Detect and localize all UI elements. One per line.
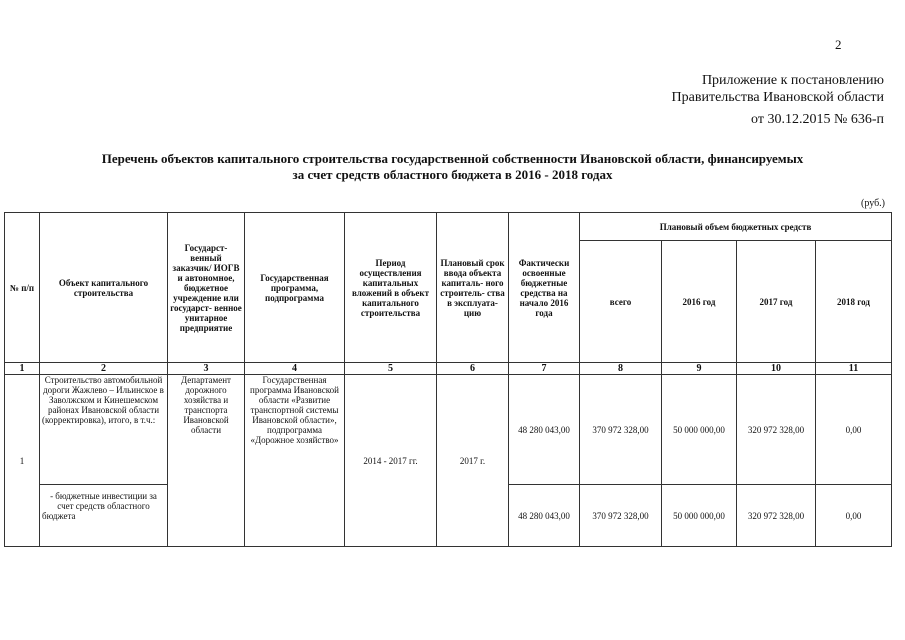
funds-2018: 0,00 [816,375,892,485]
object-subitem: - бюджетные инвестиции за счет средств областного бюджета [40,485,168,547]
funds-2016: 50 000 000,00 [662,485,737,547]
col-number: 7 [509,363,580,375]
appendix-note [672,72,884,106]
appendix-line-2: Правительства Ивановской области [671,90,884,105]
header-object: Объект капитального строительства [40,213,168,363]
total-funds: 370 972 328,00 [580,485,662,547]
col-number: 10 [737,363,816,375]
page-number: 2 [835,37,842,52]
header-num: № п/п [5,213,40,363]
header-period: Период осуществления капитальных вложений в объект капитального строительства [345,213,437,363]
object-name: Строительство автомобильной дороги Жажлево – Ильинское в Заволжском и Кинешемском районах Ивановской области (корректировка), итого, в т.ч.: [40,375,168,485]
header-program: Государственная программа, подпрограмма [245,213,345,363]
funds-2018: 0,00 [816,485,892,547]
header-total: всего [580,241,662,363]
program-name: Государственная программа Ивановской области «Развитие транспортной системы Ивановской области», подпрограмма «Дорожное хозяйство» [245,375,345,547]
actual-funds: 48 280 043,00 [509,485,580,547]
investment-period: 2014 - 2017 гг. [345,375,437,547]
funds-2017: 320 972 328,00 [737,375,816,485]
header-2016: 2016 год [662,241,737,363]
header-actual: Фактически освоенные бюджетные средства на начало 2016 года [509,213,580,363]
title-line-2: за счет средств областного бюджета в 2016 - 2018 годах [292,167,613,182]
col-number: 1 [5,363,40,375]
table-row [5,375,892,485]
title-line-1: Перечень объектов капитального строительства государственной собственности Ивановской области, финансируемых [101,151,804,166]
header-2017: 2017 год [737,241,816,363]
appendix-line-1: Приложение к постановлению [701,73,884,88]
col-number: 6 [437,363,509,375]
header-customer: Государст- венный заказчик/ ИОГВ и автономное, бюджетное учреждение или государст- венное унитарное предприятие [168,213,245,363]
col-number: 9 [662,363,737,375]
header-planned-volume: Плановый объем бюджетных средств [580,213,892,241]
actual-funds: 48 280 043,00 [509,375,580,485]
col-number: 8 [580,363,662,375]
header-row-1 [5,213,892,241]
objects-table [4,212,892,547]
document-title [30,151,875,183]
col-number: 4 [245,363,345,375]
decree-reference: от 30.12.2015 № 636-п [751,112,884,127]
planned-commissioning: 2017 г. [437,375,509,547]
row-number: 1 [5,375,40,547]
customer-name: Департамент дорожного хозяйства и транспорта Ивановской области [168,375,245,547]
total-funds: 370 972 328,00 [580,375,662,485]
col-number: 5 [345,363,437,375]
header-planned-date: Плановый срок ввода объекта капиталь- ного строитель- ства в эксплуата- цию [437,213,509,363]
funds-2016: 50 000 000,00 [662,375,737,485]
currency-note: (руб.) [861,198,885,209]
col-number: 11 [816,363,892,375]
col-number: 2 [40,363,168,375]
column-number-row [5,363,892,375]
funds-2017: 320 972 328,00 [737,485,816,547]
col-number: 3 [168,363,245,375]
header-2018: 2018 год [816,241,892,363]
